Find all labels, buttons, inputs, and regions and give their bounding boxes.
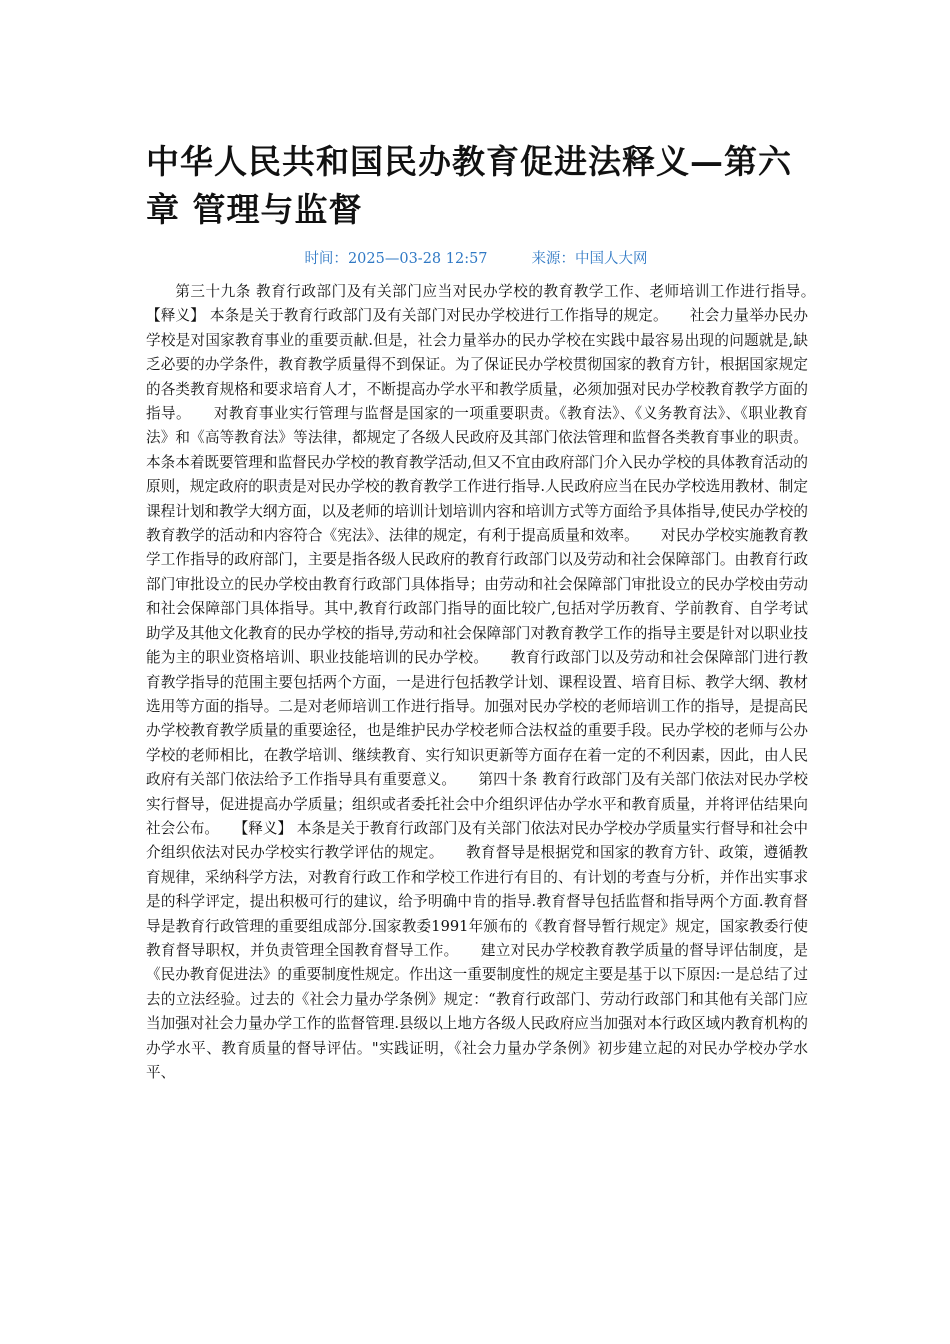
source-value: 中国人大网 (575, 251, 648, 267)
article-body: 第三十九条 教育行政部门及有关部门应当对民办学校的教育教学工作、老师培训工作进行指导。 【释义】 本条是关于教育行政部门及有关部门对民办学校进行工作指导的规定。 社会力量举办民办学校是对国家教育事业的重要贡献.但是，社会力量举办的民办学校在实践中最容易出现的问题就是,缺乏必要的办学条件，教育教学质量得不到保证。为了保证民办学校贯彻国家的教育方针，根据国家规定的各类教育规格和要求培育人才，不断提高办学水平和教学质量，必须加强对民办学校教育教学方面的指导。 对教育事业实行管理与监督是国家的一项重要职责。《教育法》、《义务教育法》、《职业教育法》和《高等教育法》等法律，都规定了各级人民政府及其部门依法管理和监督各类教育事业的职责。本条本着既要管理和监督民办学校的教育教学活动,但又不宜由政府部门介入民办学校的具体教育活动的原则，规定政府的职责是对民办学校的教育教学工作进行指导.人民政府应当在民办学校选用教材、制定课程计划和教学大纲方面，以及老师的培训计划培训内容和培训方式等方面给予具体指导,使民办学校的教育教学的活动和内容符合《宪法》、法律的规定，有利于提高质量和效率。 对民办学校实施教育教学工作指导的政府部门，主要是指各级人民政府的教育行政部门以及劳动和社会保障部门。由教育行政部门审批设立的民办学校由教育行政部门具体指导；由劳动和社会保障部门审批设立的民办学校由劳动和社会保障部门具体指导。其中,教育行政部门指导的面比较广,包括对学历教育、学前教育、自学考试助学及其他文化教育的民办学校的指导,劳动和社会保障部门对教育教学工作的指导主要是针对以职业技能为主的职业资格培训、职业技能培训的民办学校。 教育行政部门以及劳动和社会保障部门进行教育教学指导的范围主要包括两个方面，一是进行包括教学计划、课程设置、培育目标、教学大纲、教材选用等方面的指导。二是对老师培训工作进行指导。加强对民办学校的老师培训工作的指导，是提高民办学校教育教学质量的重要途径，也是维护民办学校老师合法权益的重要手段。民办学校的老师与公办学校的老师相比，在教学培训、继续教育、实行知识更新等方面存在着一定的不利因素，因此，由人民政府有关部门依法给予工作指导具有重要意义。 第四十条 教育行政部门及有关部门依法对民办学校实行督导，促进提高办学质量；组织或者委托社会中介组织评估办学水平和教育质量，并将评估结果向社会公布。 【释义】 本条是关于教育行政部门及有关部门依法对民办学校办学质量实行督导和社会中介组织依法对民办学校实行教学评估的规定。 教育督导是根据党和国家的教育方针、政策，遵循教育规律，采纳科学方法，对教育行政工作和学校工作进行有目的、有计划的考查与分析，并作出实事求是的科学评定，提出积极可行的建议，给予明确中肯的指导.教育督导包括监督和指导两个方面.教育督导是教育行政管理的重要组成部分.国家教委1991年颁布的《教育督导暂行规定》规定，国家教委行使教育督导职权，并负责管理全国教育督导工作。 建立对民办学校教育教学质量的督导评估制度，是《民办教育促进法》的重要制度性规定。作出这一重要制度性的规定主要是基于以下原因:一是总结了过去的立法经验。过去的《社会力量办学条例》规定：“教育行政部门、劳动行政部门和其他有关部门应当加强对社会力量办学工作的监督管理.县级以上地方各级人民政府应当加强对本行政区域内教育机构的办学水平、教育质量的督导评估。"实践证明，《社会力量办学条例》初步建立起的对民办学校办学水平、 (146, 283, 838, 1081)
document-title: 中华人民共和国民办教育促进法释义—第六章 管理与监督 (146, 142, 792, 229)
article-meta (146, 248, 806, 270)
time-value: 2025—03-28 12:57 (347, 251, 488, 267)
source-label: 来源： (531, 251, 576, 267)
time-label: 时间： (304, 251, 348, 267)
